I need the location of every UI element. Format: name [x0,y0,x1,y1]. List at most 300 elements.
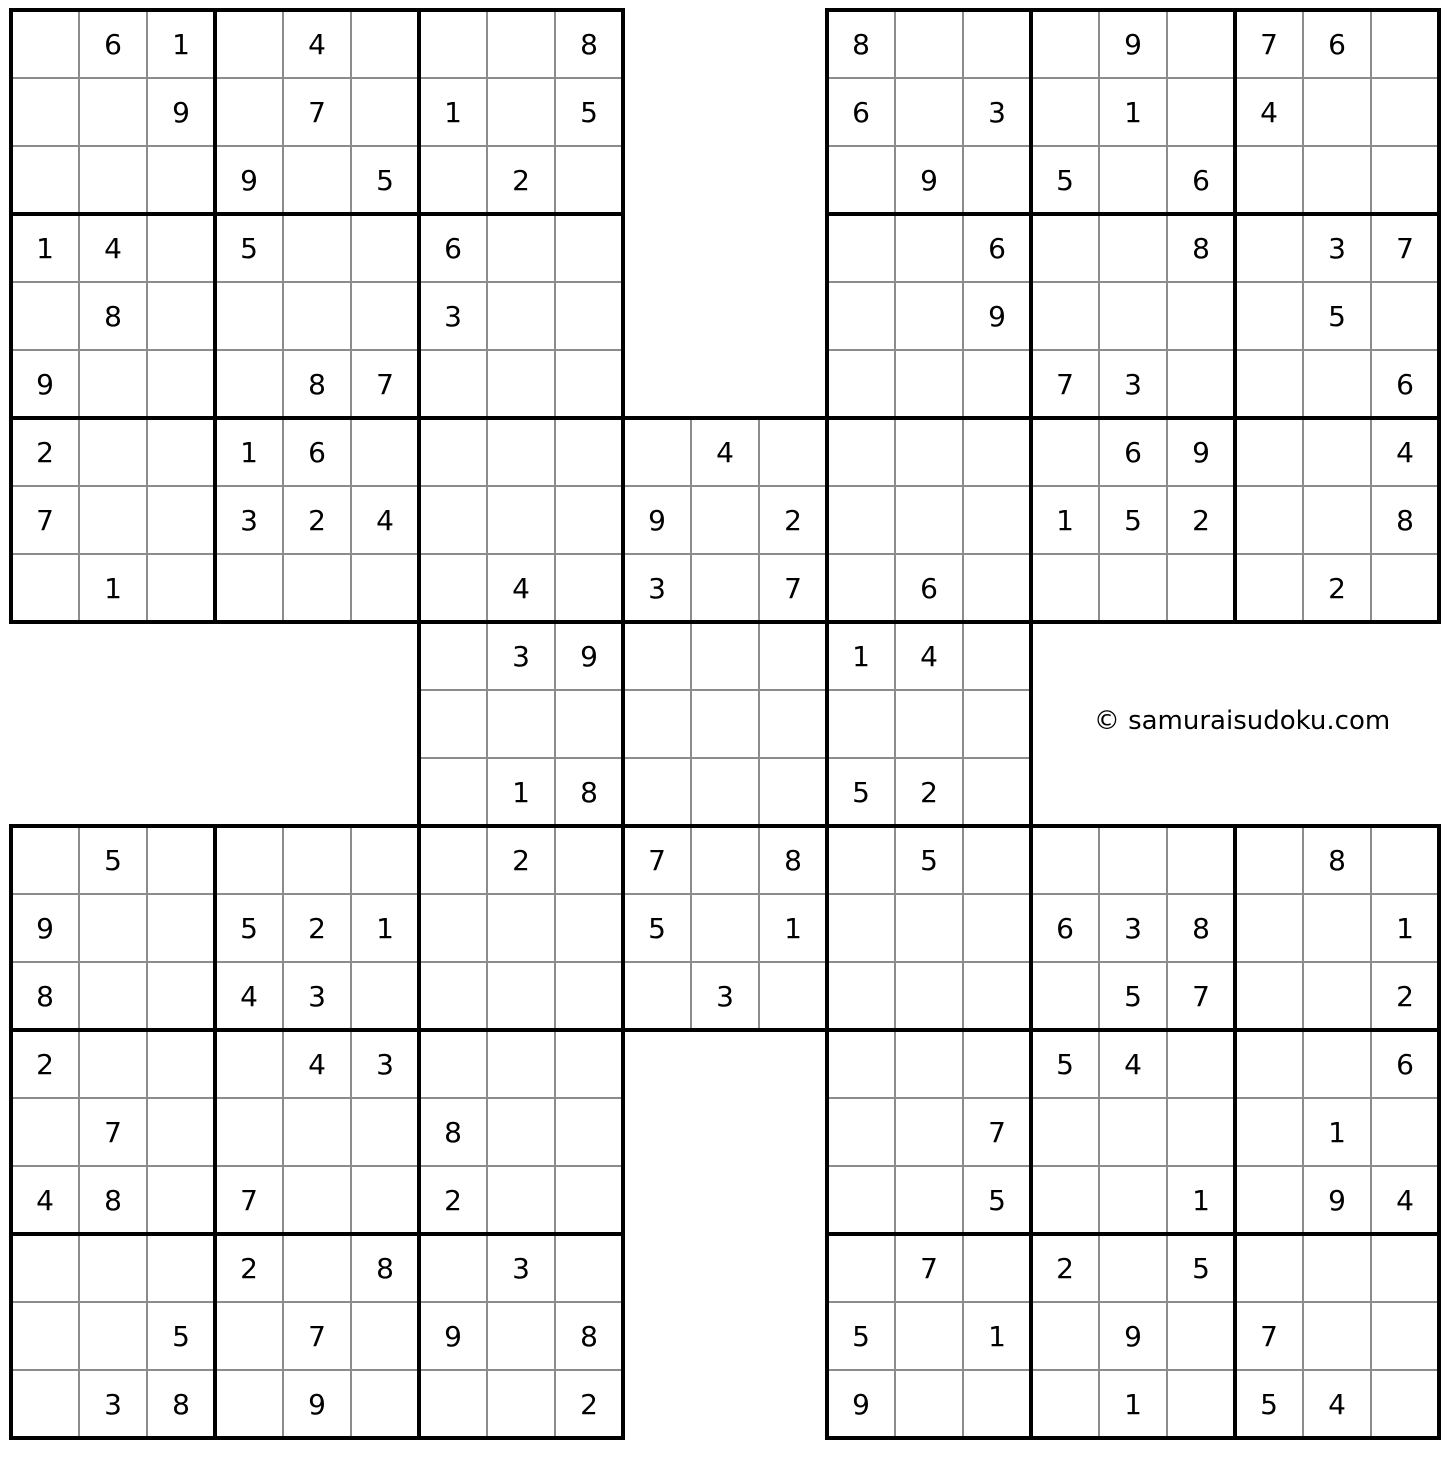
sudoku-cell[interactable] [827,1166,895,1234]
given-digit: 7 [1056,368,1074,401]
sudoku-cell[interactable] [555,962,623,1030]
sudoku-cell[interactable] [147,1166,215,1234]
sudoku-cell[interactable] [895,78,963,146]
sudoku-cell[interactable] [623,418,691,486]
given-digit: 4 [376,504,394,537]
sudoku-cell[interactable] [963,350,1031,418]
given-digit: 9 [36,368,54,401]
sudoku-cell[interactable] [419,894,487,962]
sudoku-cell[interactable] [1371,1370,1439,1438]
sudoku-cell[interactable] [351,1370,419,1438]
sudoku-cell[interactable] [555,894,623,962]
sudoku-cell[interactable] [1167,1302,1235,1370]
sudoku-cell[interactable] [691,758,759,826]
sudoku-cell[interactable] [555,282,623,350]
sudoku-cell[interactable] [759,690,827,758]
sudoku-cell[interactable] [351,962,419,1030]
sudoku-cell[interactable] [623,758,691,826]
given-digit: 3 [512,640,530,673]
sudoku-cell[interactable] [895,350,963,418]
sudoku-cell[interactable] [419,1030,487,1098]
sudoku-cell[interactable] [1031,10,1099,78]
given-digit: 1 [784,912,802,945]
sudoku-cell[interactable] [215,1098,283,1166]
sudoku-cell[interactable] [487,486,555,554]
sudoku-cell[interactable] [147,282,215,350]
sudoku-cell[interactable] [1235,1098,1303,1166]
sudoku-cell[interactable] [1167,1030,1235,1098]
sudoku-cell[interactable] [79,146,147,214]
sudoku-cell[interactable] [487,962,555,1030]
given-digit: 4 [240,980,258,1013]
sudoku-cell[interactable] [623,690,691,758]
sudoku-cell[interactable] [1235,894,1303,962]
given-digit: 9 [580,640,598,673]
sudoku-cell[interactable] [963,1234,1031,1302]
sudoku-cell[interactable] [691,826,759,894]
sudoku-cell[interactable] [827,418,895,486]
given-digit: 8 [1328,844,1346,877]
sudoku-cell[interactable] [11,1234,79,1302]
given-digit: 5 [852,1320,870,1353]
sudoku-cell[interactable] [963,486,1031,554]
sudoku-cell[interactable] [691,554,759,622]
sudoku-cell[interactable] [555,1166,623,1234]
given-digit: 7 [648,844,666,877]
sudoku-cell[interactable] [147,146,215,214]
sudoku-cell[interactable] [487,1098,555,1166]
given-digit: 2 [1192,504,1210,537]
sudoku-cell[interactable] [759,622,827,690]
sudoku-cell[interactable] [691,622,759,690]
sudoku-cell[interactable] [1167,1098,1235,1166]
sudoku-cell[interactable] [895,1030,963,1098]
sudoku-cell[interactable] [1303,350,1371,418]
sudoku-cell[interactable] [827,214,895,282]
sudoku-cell[interactable] [1371,1098,1439,1166]
sudoku-cell[interactable] [79,1302,147,1370]
given-digit: 9 [1124,1320,1142,1353]
sudoku-cell[interactable] [1235,1166,1303,1234]
given-digit: 8 [36,980,54,1013]
sudoku-cell[interactable] [419,758,487,826]
sudoku-cell[interactable] [419,690,487,758]
sudoku-cell[interactable] [147,350,215,418]
sudoku-cell[interactable] [623,962,691,1030]
sudoku-cell[interactable] [827,486,895,554]
sudoku-cell[interactable] [1031,418,1099,486]
sudoku-cell[interactable] [11,1370,79,1438]
sudoku-cell[interactable] [1235,962,1303,1030]
given-digit: 5 [1192,1252,1210,1285]
sudoku-cell[interactable] [1371,282,1439,350]
given-digit: 6 [1124,436,1142,469]
sudoku-cell[interactable] [419,962,487,1030]
sudoku-cell[interactable] [555,1234,623,1302]
sudoku-cell[interactable] [11,1098,79,1166]
sudoku-cell[interactable] [11,78,79,146]
given-digit: 7 [36,504,54,537]
sudoku-cell[interactable] [1167,1370,1235,1438]
sudoku-cell[interactable] [827,282,895,350]
sudoku-cell[interactable] [963,418,1031,486]
sudoku-cell[interactable] [1167,282,1235,350]
sudoku-cell[interactable] [555,690,623,758]
sudoku-cell[interactable] [79,962,147,1030]
sudoku-cell[interactable] [419,350,487,418]
sudoku-cell[interactable] [11,1302,79,1370]
given-digit: 8 [1192,232,1210,265]
sudoku-cell[interactable] [1031,1098,1099,1166]
sudoku-cell[interactable] [827,146,895,214]
sudoku-cell[interactable] [351,554,419,622]
given-digit: 6 [1328,28,1346,61]
sudoku-cell[interactable] [1371,146,1439,214]
sudoku-cell[interactable] [215,554,283,622]
sudoku-cell[interactable] [147,1234,215,1302]
sudoku-cell[interactable] [1303,962,1371,1030]
given-digit: 5 [1260,1388,1278,1421]
given-digit: 3 [716,980,734,1013]
sudoku-cell[interactable] [419,486,487,554]
sudoku-cell[interactable] [147,418,215,486]
sudoku-cell[interactable] [895,486,963,554]
sudoku-cell[interactable] [895,894,963,962]
sudoku-cell[interactable] [1235,554,1303,622]
sudoku-cell[interactable] [1099,282,1167,350]
sudoku-cell[interactable] [79,894,147,962]
sudoku-cell[interactable] [827,826,895,894]
sudoku-cell[interactable] [215,826,283,894]
sudoku-cell[interactable] [79,1030,147,1098]
sudoku-cell[interactable] [487,78,555,146]
sudoku-cell[interactable] [147,1098,215,1166]
sudoku-cell[interactable] [215,350,283,418]
sudoku-cell[interactable] [487,418,555,486]
sudoku-cell[interactable] [419,554,487,622]
sudoku-cell[interactable] [827,1030,895,1098]
given-digit: 1 [444,96,462,129]
given-digit: 8 [1192,912,1210,945]
sudoku-cell[interactable] [283,1098,351,1166]
sudoku-cell[interactable] [351,282,419,350]
given-digit: 8 [172,1388,190,1421]
given-digit: 4 [308,28,326,61]
given-digit: 1 [512,776,530,809]
sudoku-cell[interactable] [11,146,79,214]
sudoku-cell[interactable] [963,690,1031,758]
sudoku-cell[interactable] [1235,146,1303,214]
sudoku-cell[interactable] [963,758,1031,826]
sudoku-cell[interactable] [1031,1370,1099,1438]
sudoku-cell[interactable] [963,1370,1031,1438]
sudoku-cell[interactable] [1235,418,1303,486]
sudoku-cell[interactable] [759,962,827,1030]
given-digit: 5 [648,912,666,945]
sudoku-cell[interactable] [419,1370,487,1438]
sudoku-cell[interactable] [1303,1030,1371,1098]
sudoku-cell[interactable] [487,282,555,350]
sudoku-cell[interactable] [1235,282,1303,350]
sudoku-cell[interactable] [555,418,623,486]
given-digit: 8 [580,1320,598,1353]
sudoku-cell[interactable] [555,214,623,282]
sudoku-cell[interactable] [1371,554,1439,622]
sudoku-cell[interactable] [147,894,215,962]
sudoku-cell[interactable] [11,826,79,894]
sudoku-cell[interactable] [1167,10,1235,78]
sudoku-cell[interactable] [1235,214,1303,282]
sudoku-cell[interactable] [419,10,487,78]
sudoku-cell[interactable] [215,1030,283,1098]
sudoku-cell[interactable] [691,894,759,962]
sudoku-cell[interactable] [1099,554,1167,622]
given-digit: 9 [920,164,938,197]
sudoku-cell[interactable] [1031,1302,1099,1370]
sudoku-cell[interactable] [283,282,351,350]
sudoku-cell[interactable] [1167,350,1235,418]
sudoku-cell[interactable] [1371,78,1439,146]
sudoku-cell[interactable] [419,418,487,486]
sudoku-cell[interactable] [555,554,623,622]
given-digit: 1 [104,572,122,605]
sudoku-cell[interactable] [1099,826,1167,894]
sudoku-cell[interactable] [827,350,895,418]
sudoku-cell[interactable] [1371,10,1439,78]
sudoku-cell[interactable] [1235,350,1303,418]
sudoku-cell[interactable] [419,622,487,690]
given-digit: 6 [1396,1048,1414,1081]
given-digit: 8 [376,1252,394,1285]
sudoku-cell[interactable] [759,418,827,486]
sudoku-cell[interactable] [215,10,283,78]
given-digit: 4 [1396,436,1414,469]
given-digit: 1 [36,232,54,265]
given-digit: 5 [1124,504,1142,537]
given-digit: 1 [1124,1388,1142,1421]
sudoku-cell[interactable] [895,1302,963,1370]
sudoku-cell[interactable] [1303,1234,1371,1302]
sudoku-cell[interactable] [283,146,351,214]
sudoku-cell[interactable] [351,826,419,894]
given-digit: 9 [852,1388,870,1421]
sudoku-cell[interactable] [827,690,895,758]
sudoku-cell[interactable] [351,1302,419,1370]
sudoku-cell[interactable] [895,690,963,758]
sudoku-cell[interactable] [963,10,1031,78]
sudoku-cell[interactable] [147,554,215,622]
given-digit: 2 [920,776,938,809]
sudoku-cell[interactable] [1167,554,1235,622]
sudoku-cell[interactable] [623,622,691,690]
sudoku-cell[interactable] [1235,826,1303,894]
sudoku-cell[interactable] [487,10,555,78]
sudoku-cell[interactable] [827,894,895,962]
given-digit: 3 [648,572,666,605]
given-digit: 9 [308,1388,326,1421]
given-digit: 5 [376,164,394,197]
given-digit: 2 [36,1048,54,1081]
sudoku-cell[interactable] [215,282,283,350]
sudoku-cell[interactable] [1167,826,1235,894]
sudoku-cell[interactable] [419,146,487,214]
given-digit: 1 [852,640,870,673]
sudoku-cell[interactable] [487,214,555,282]
given-digit: 5 [240,232,258,265]
sudoku-cell[interactable] [895,418,963,486]
sudoku-cell[interactable] [1167,78,1235,146]
given-digit: 2 [1056,1252,1074,1285]
sudoku-cell[interactable] [351,418,419,486]
sudoku-cell[interactable] [827,1098,895,1166]
sudoku-cell[interactable] [555,826,623,894]
sudoku-cell[interactable] [1303,486,1371,554]
sudoku-cell[interactable] [1099,146,1167,214]
given-digit: 8 [104,1184,122,1217]
sudoku-cell[interactable] [1099,214,1167,282]
sudoku-cell[interactable] [1099,1234,1167,1302]
sudoku-cell[interactable] [963,622,1031,690]
given-digit: 9 [1124,28,1142,61]
sudoku-cell[interactable] [827,962,895,1030]
sudoku-cell[interactable] [895,282,963,350]
sudoku-cell[interactable] [691,690,759,758]
sudoku-cell[interactable] [487,1370,555,1438]
sudoku-cell[interactable] [11,554,79,622]
sudoku-cell[interactable] [827,1234,895,1302]
sudoku-cell[interactable] [895,10,963,78]
sudoku-cell[interactable] [691,486,759,554]
given-digit: 4 [716,436,734,469]
given-digit: 5 [240,912,258,945]
sudoku-cell[interactable] [351,78,419,146]
given-digit: 8 [1396,504,1414,537]
sudoku-cell[interactable] [827,554,895,622]
sudoku-cell[interactable] [555,350,623,418]
sudoku-cell[interactable] [487,894,555,962]
sudoku-cell[interactable] [351,1166,419,1234]
sudoku-cell[interactable] [555,486,623,554]
sudoku-cell[interactable] [283,214,351,282]
sudoku-cell[interactable] [79,1234,147,1302]
sudoku-cell[interactable] [351,1098,419,1166]
sudoku-cell[interactable] [1303,894,1371,962]
sudoku-cell[interactable] [963,146,1031,214]
sudoku-cell[interactable] [895,1370,963,1438]
sudoku-cell[interactable] [895,214,963,282]
sudoku-cell[interactable] [1303,146,1371,214]
sudoku-cell[interactable] [1235,1234,1303,1302]
sudoku-cell[interactable] [11,282,79,350]
sudoku-cell[interactable] [1031,554,1099,622]
sudoku-cell[interactable] [963,894,1031,962]
sudoku-cell[interactable] [147,1030,215,1098]
sudoku-cell[interactable] [147,214,215,282]
given-digit: 9 [1192,436,1210,469]
given-digit: 7 [308,1320,326,1353]
sudoku-cell[interactable] [487,1166,555,1234]
sudoku-cell[interactable] [215,1370,283,1438]
sudoku-cell[interactable] [419,826,487,894]
sudoku-cell[interactable] [895,962,963,1030]
sudoku-cell[interactable] [895,1098,963,1166]
sudoku-cell[interactable] [79,78,147,146]
sudoku-cell[interactable] [963,826,1031,894]
given-digit: 4 [308,1048,326,1081]
sudoku-cell[interactable] [487,350,555,418]
sudoku-cell[interactable] [1031,1166,1099,1234]
sudoku-cell[interactable] [1235,486,1303,554]
sudoku-cell[interactable] [147,486,215,554]
given-digit: 4 [1396,1184,1414,1217]
sudoku-cell[interactable] [963,554,1031,622]
sudoku-cell[interactable] [79,486,147,554]
sudoku-cell[interactable] [351,214,419,282]
sudoku-cell[interactable] [1099,1166,1167,1234]
given-digit: 5 [852,776,870,809]
sudoku-cell[interactable] [79,350,147,418]
sudoku-cell[interactable] [147,962,215,1030]
given-digit: 2 [240,1252,258,1285]
sudoku-cell[interactable] [895,1166,963,1234]
sudoku-cell[interactable] [283,1234,351,1302]
sudoku-cell[interactable] [1371,826,1439,894]
sudoku-cell[interactable] [1031,78,1099,146]
given-digit: 9 [1328,1184,1346,1217]
sudoku-cell[interactable] [1371,1234,1439,1302]
given-digit: 3 [308,980,326,1013]
sudoku-cell[interactable] [1031,282,1099,350]
sudoku-cell[interactable] [351,10,419,78]
sudoku-cell[interactable] [487,690,555,758]
sudoku-cell[interactable] [1099,1098,1167,1166]
sudoku-cell[interactable] [487,1030,555,1098]
sudoku-cell[interactable] [215,1302,283,1370]
sudoku-cell[interactable] [1371,1302,1439,1370]
given-digit: 4 [36,1184,54,1217]
sudoku-cell[interactable] [555,1098,623,1166]
sudoku-cell[interactable] [1303,418,1371,486]
sudoku-cell[interactable] [283,826,351,894]
sudoku-cell[interactable] [555,1030,623,1098]
sudoku-cell[interactable] [283,1166,351,1234]
sudoku-cell[interactable] [963,1030,1031,1098]
sudoku-cell[interactable] [1303,78,1371,146]
sudoku-cell[interactable] [1235,1030,1303,1098]
sudoku-cell[interactable] [79,418,147,486]
sudoku-cell[interactable] [1031,826,1099,894]
sudoku-cell[interactable] [963,962,1031,1030]
given-digit: 3 [104,1388,122,1421]
copyright-text: © samuraisudoku.com [1093,706,1391,736]
sudoku-cell[interactable] [11,10,79,78]
given-digit: 5 [1124,980,1142,1013]
sudoku-cell[interactable] [215,78,283,146]
sudoku-cell[interactable] [555,146,623,214]
given-digit: 6 [308,436,326,469]
sudoku-cell[interactable] [1031,962,1099,1030]
sudoku-cell[interactable] [1031,214,1099,282]
sudoku-cell[interactable] [147,826,215,894]
given-digit: 6 [444,232,462,265]
given-digit: 2 [580,1388,598,1421]
sudoku-cell[interactable] [759,758,827,826]
sudoku-cell[interactable] [419,1234,487,1302]
sudoku-cell[interactable] [1303,1302,1371,1370]
sudoku-cell[interactable] [283,554,351,622]
sudoku-cell[interactable] [487,1302,555,1370]
given-digit: 3 [1328,232,1346,265]
